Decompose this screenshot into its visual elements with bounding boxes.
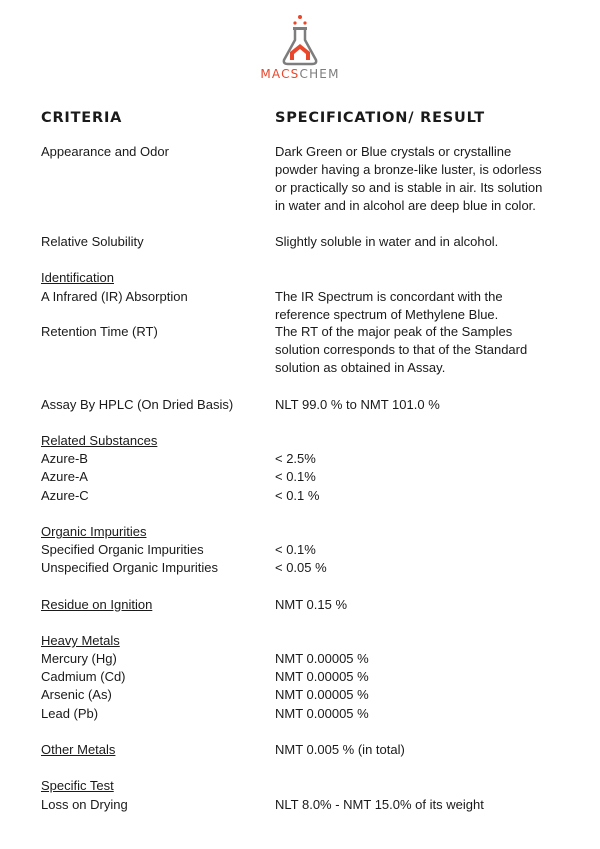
result-line: powder having a bronze-like luster, is odorless — [275, 162, 542, 177]
criteria-cell: Azure-C — [41, 488, 89, 503]
result-cell: NLT 99.0 % to NMT 101.0 % — [275, 397, 440, 412]
brand-macs: MACS — [260, 67, 300, 81]
result-line: solution corresponds to that of the Standard — [275, 342, 528, 357]
result-cell — [275, 323, 565, 377]
result-line: in water and in alcohol are deep blue in color. — [275, 198, 536, 213]
result-cell: < 0.1% — [275, 469, 316, 484]
result-cell: < 2.5% — [275, 451, 316, 466]
criteria-cell: A Infrared (IR) Absorption — [41, 289, 188, 304]
brand-name — [0, 67, 600, 81]
result-line: or practically so and is stable in air. Its solution — [275, 180, 543, 195]
result-cell: NMT 0.00005 % — [275, 687, 369, 702]
section-heading: Related Substances — [41, 433, 158, 448]
brand-chem: CHEM — [299, 67, 340, 81]
result-cell — [275, 143, 565, 215]
criteria-cell: Loss on Drying — [41, 797, 128, 812]
section-heading: Heavy Metals — [41, 633, 120, 648]
section-heading: Organic Impurities — [41, 524, 147, 539]
result-cell: Slightly soluble in water and in alcohol. — [275, 234, 499, 249]
criteria-cell: Cadmium (Cd) — [41, 669, 126, 684]
section-heading: Identification — [41, 270, 114, 285]
criteria-cell: Mercury (Hg) — [41, 651, 117, 666]
criteria-cell: Relative Solubility — [41, 234, 144, 249]
criteria-cell: Azure-A — [41, 469, 88, 484]
criteria-cell: Appearance and Odor — [41, 144, 169, 159]
criteria-cell: Assay By HPLC (On Dried Basis) — [41, 397, 234, 412]
flask-logo-icon — [280, 14, 320, 66]
section-heading: Specific Test — [41, 778, 114, 793]
criteria-cell: Unspecified Organic Impurities — [41, 560, 219, 575]
criteria-cell: Arsenic (As) — [41, 687, 112, 702]
result-cell: NMT 0.15 % — [275, 597, 348, 612]
result-line: solution as obtained in Assay. — [275, 360, 446, 375]
result-cell: < 0.1 % — [275, 488, 320, 503]
result-cell — [275, 288, 565, 324]
result-cell: NMT 0.00005 % — [275, 706, 369, 721]
result-cell: NMT 0.00005 % — [275, 651, 369, 666]
criteria-cell: Lead (Pb) — [41, 706, 99, 721]
criteria-cell: Azure-B — [41, 451, 88, 466]
result-line: Dark Green or Blue crystals or crystalline — [275, 144, 512, 159]
result-cell: < 0.1% — [275, 542, 316, 557]
macschem-logo — [0, 14, 600, 81]
criteria-cell: Other Metals — [41, 742, 116, 757]
result-line: The RT of the major peak of the Samples — [275, 324, 513, 339]
specification-header: SPECIFICATION/ RESULT — [275, 110, 485, 126]
result-cell: NMT 0.005 % (in total) — [275, 742, 405, 757]
criteria-cell: Residue on Ignition — [41, 597, 153, 612]
result-cell: NMT 0.00005 % — [275, 669, 369, 684]
criteria-cell: Specified Organic Impurities — [41, 542, 204, 557]
result-line: reference spectrum of Methylene Blue. — [275, 307, 499, 322]
result-cell: NLT 8.0% - NMT 15.0% of its weight — [275, 797, 484, 812]
criteria-cell: Retention Time (RT) — [41, 324, 158, 339]
criteria-header: CRITERIA — [41, 110, 123, 126]
result-line: The IR Spectrum is concordant with the — [275, 289, 503, 304]
result-cell: < 0.05 % — [275, 560, 327, 575]
